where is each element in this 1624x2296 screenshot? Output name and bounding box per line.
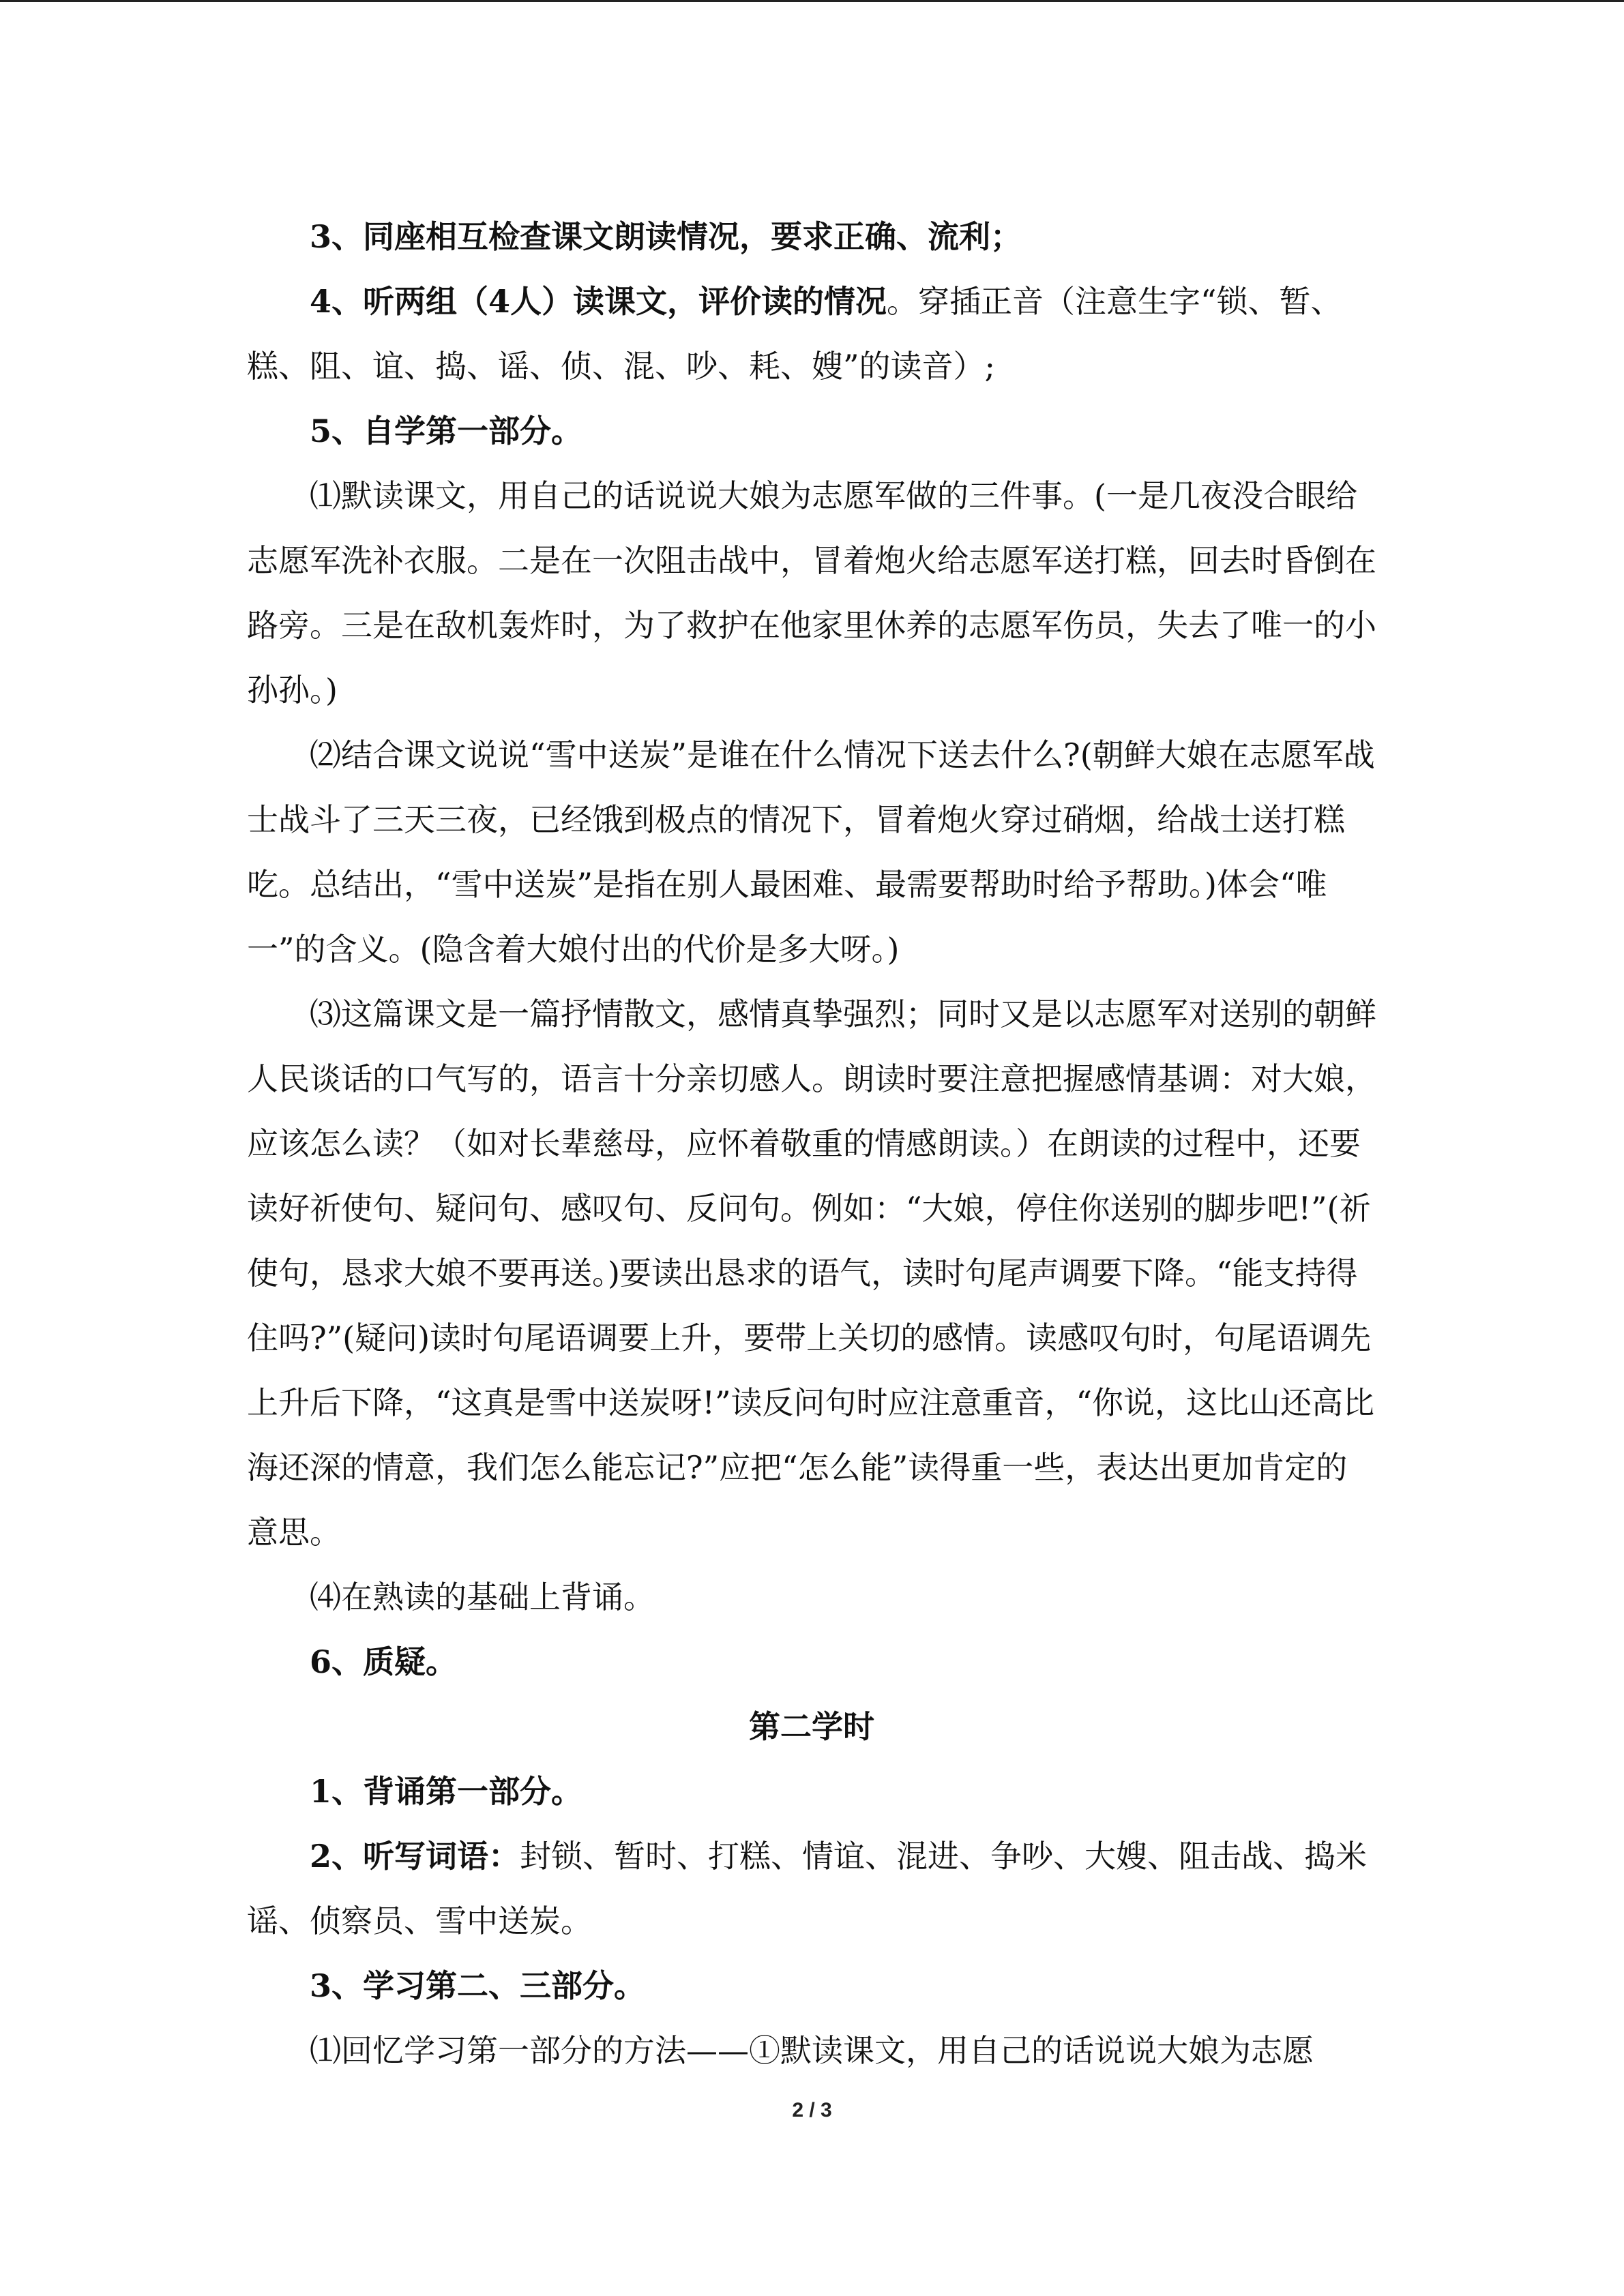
paragraph-lesson2-step-1: 1、背诵第一部分。 (310, 1773, 583, 1810)
step-4-heading: 4、听两组（4人）读课文，评价读的情况 (310, 283, 887, 320)
paragraph-lesson2-step-2 (247, 1824, 1376, 1954)
paragraph-lesson2-step-3: 3、学习第二、三部分。 (310, 1967, 646, 2004)
paragraph-lesson2-item-1: ⑴回忆学习第一部分的方法——①默读课文，用自己的话说说大娘为志愿 (310, 2032, 1314, 2069)
paragraph-item-4: ⑷在熟读的基础上背诵。 (310, 1579, 655, 1615)
paragraph-step-5: 5、自学第一部分。 (310, 413, 583, 449)
paragraph-item-2: ⑵结合课文说说“雪中送炭”是谁在什么情况下送去什么?(朝鲜大娘在志愿军战士战斗了三天三夜，已经饿到极点的情况下，冒着炮火穿过硝烟，给战士送打糕吃。总结出，“雪中送炭”是指在别人最困难、最需要帮助时给予帮助。)体会“唯一”的含义。(隐含着大娘付出的代价是多大呀。) (247, 736, 1375, 968)
paragraph-step-6: 6、质疑。 (310, 1643, 458, 1680)
paragraph-step-4 (247, 269, 1376, 399)
dictation-words: 封锁、暂时、打糕、情谊、混进、争吵、大嫂、阻击战、捣米谣、侦察员、雪中送炭。 (247, 1838, 1368, 1939)
page-number: 2 / 3 (792, 2099, 832, 2121)
step-4-text: 。穿插正音（注意生字“锁、暂、糕、阻、谊、捣、谣、侦、混、吵、耗、嫂”的读音）; (247, 283, 1342, 385)
paragraph-step-3: 3、同座相互检查课文朗读情况，要求正确、流利； (310, 218, 1022, 255)
paragraph-item-3: ⑶这篇课文是一篇抒情散文，感情真挚强烈；同时又是以志愿军对送别的朝鲜人民谈话的口气写的，语言十分亲切感人。朗读时要注意把握感情基调：对大娘，应该怎么读？（如对长辈慈母，应怀着敬重的情感朗读。）在朗读的过程中，还要读好祈使句、疑问句、感叹句、反问句。例如：“大娘，停住你送别的脚步吧!”(祈使句，恳求大娘不要再送。)要读出恳求的语气，读时句尾声调要下降。“能支持得住吗?”(疑问)读时句尾语调要上升，要带上关切的感情。读感叹句时，句尾语调先上升后下降，“这真是雪中送炭呀!”读反问句时应注意重音，“你说，这比山还高比海还深的情意，我们怎么能忘记?”应把“怎么能”读得重一些，表达出更加肯定的意思。 (247, 996, 1376, 1551)
document-body (247, 205, 1376, 2083)
dictation-heading: 2、听写词语： (310, 1838, 520, 1875)
paragraph-item-1: ⑴默读课文，用自己的话说说大娘为志愿军做的三件事。(一是几夜没合眼给志愿军洗补衣服。二是在一次阻击战中，冒着炮火给志愿军送打糕，回去时昏倒在路旁。三是在敌机轰炸时，为了救护在他家里休养的志愿军伤员，失去了唯一的小孙孙。) (247, 477, 1376, 709)
top-border-line (0, 0, 1624, 2)
section-title: 第二学时 (749, 1708, 874, 1745)
